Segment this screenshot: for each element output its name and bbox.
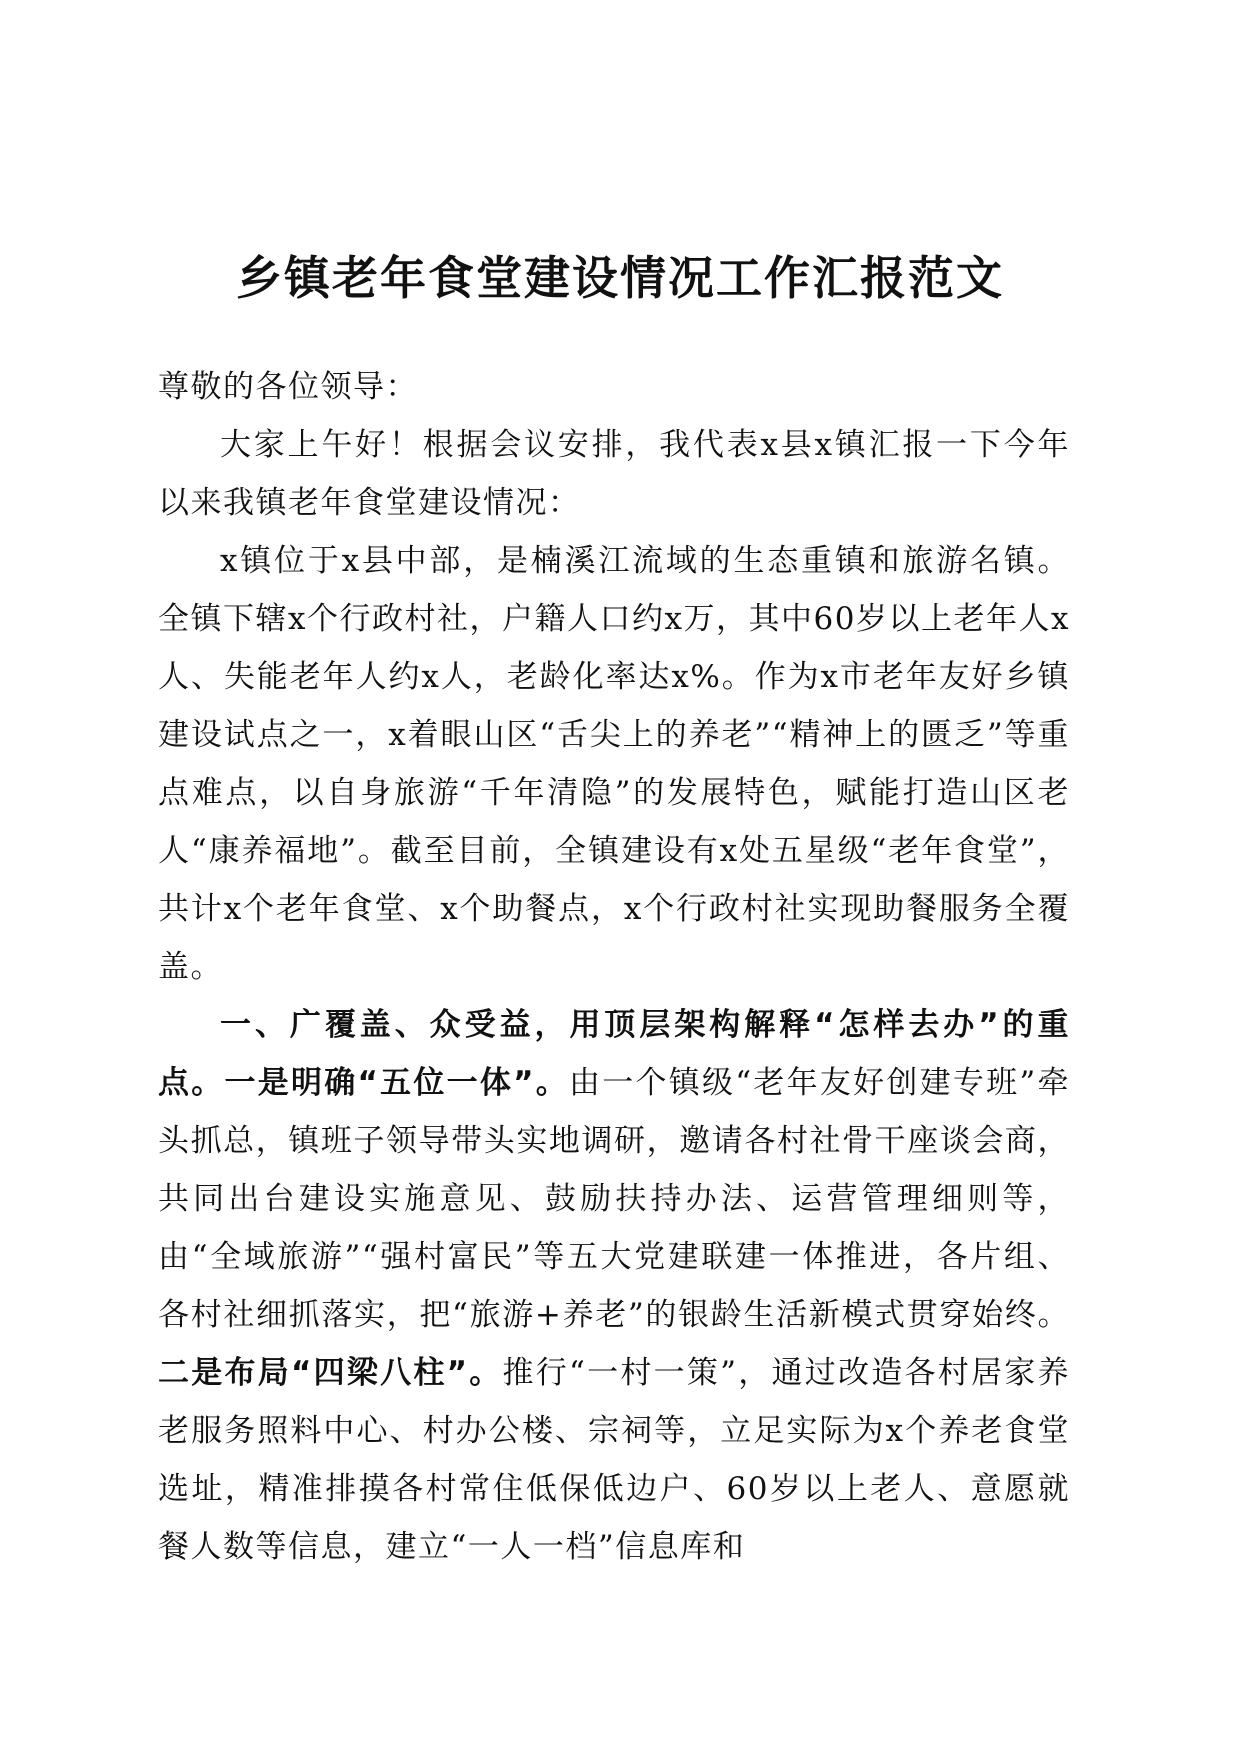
salutation: 尊敬的各位领导： [158, 369, 418, 405]
point-1-heading: 一是明确“五位一体”。 [224, 1065, 570, 1101]
paragraph-section-1 [158, 996, 1070, 1576]
point-1-text: 由一个镇级“老年友好创建专班”牵头抓总，镇班子领导带头实地调研，邀请各村社骨干座谈会商，共同出台建设实施意见、鼓励扶持办法、运营管理细则等，由“全域旅游”“强村富民”等五大党建联建一体推进，各片组、各村社细抓落实，把“旅游+养老”的银龄生活新模式贯穿始终。 [158, 1065, 1071, 1333]
paragraph-opening: 大家上午好！根据会议安排，我代表x县x镇汇报一下今年以来我镇老年食堂建设情况： [158, 427, 1070, 521]
section-1-heading: 一、广覆盖、众受益，用顶层架构解释“怎样去办”的重点。 [158, 1007, 1070, 1101]
point-2-heading: 二是布局“四梁八柱”。 [158, 1355, 503, 1391]
document-title: 乡镇老年食堂建设情况工作汇报范文 [236, 251, 1004, 305]
paragraph-overview: x镇位于x县中部，是楠溪江流域的生态重镇和旅游名镇。全镇下辖x个行政村社，户籍人口约x万，其中60岁以上老年人x人、失能老年人约x人，老龄化率达x%。作为x市老年友好乡镇建设试点之一，x着眼山区“舌尖上的养老”“精神上的匮乏”等重点难点，以自身旅游“千年清隐”的发展特色，赋能打造山区老人“康养福地”。截至目前，全镇建设有x处五星级“老年食堂”，共计x个老年食堂、x个助餐点，x个行政村社实现助餐服务全覆盖。 [158, 543, 1070, 985]
document-body [158, 358, 1070, 1576]
point-2-text: 推行“一村一策”，通过改造各村居家养老服务照料中心、村办公楼、宗祠等，立足实际为x个养老食堂选址，精准排摸各村常住低保低边户、60岁以上老人、意愿就餐人数等信息，建立“一人一档”信息库和 [158, 1355, 1070, 1565]
